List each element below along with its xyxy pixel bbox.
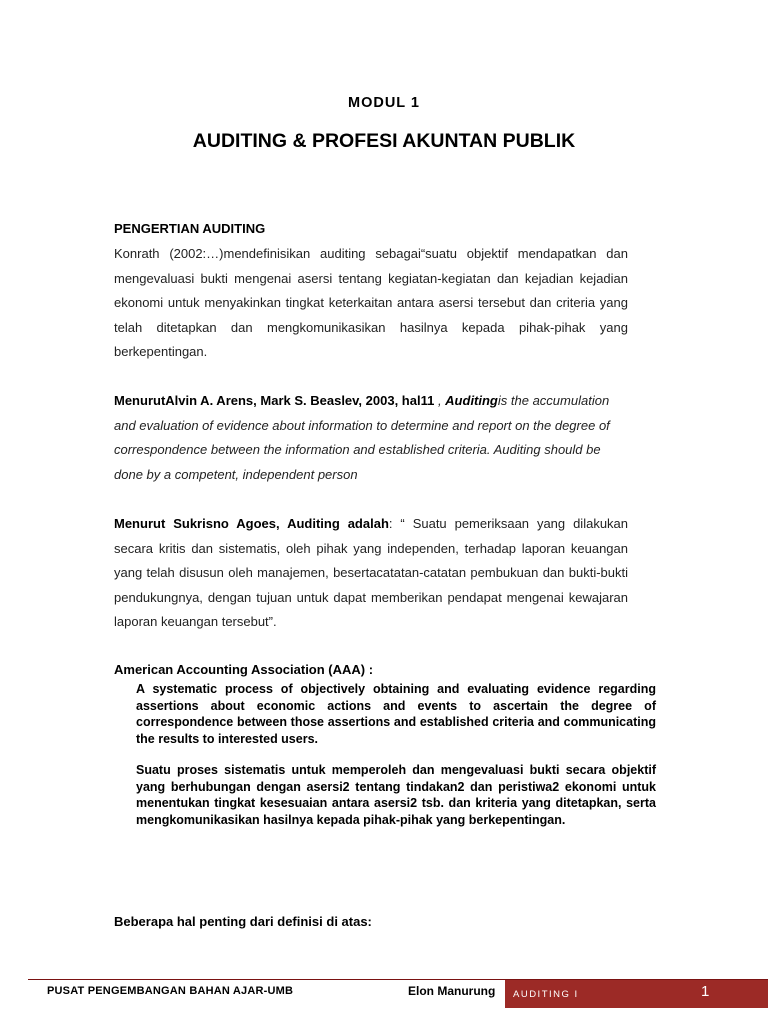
footer-course-label: AUDITING I (513, 989, 579, 1000)
sukrisno-definition: : “ Suatu pemeriksaan yang dilakukan secara kritis dan sistematis, oleh pihak yang independen, terhadap laporan keuangan yang telah disusun oleh manajemen, besertacatatan-catatan pembukuan dan bukti-bukti pendukungnya, dengan tujuan untuk dapat memberikan pendapat mengenai kewajaran laporan keuangan tersebut”. (114, 516, 629, 630)
module-label: MODUL 1 (348, 95, 420, 111)
arens-definition: is the accumulation and evaluation of evidence about information to determine and report on the degree of correspondence between the information and established criteria. Auditing should be done by a competent, independent person (114, 393, 610, 482)
paragraph-arens (114, 389, 628, 487)
arens-term: Auditing (445, 393, 498, 408)
paragraph-sukrisno (114, 512, 628, 635)
page-number: 1 (701, 983, 710, 1000)
footer-course-box (505, 980, 768, 1008)
arens-separator: , (434, 393, 446, 408)
footer-author: Elon Manurung (408, 984, 496, 998)
paragraph-konrath: Konrath (2002:…)mendefinisikan auditing sebagai“suatu objektif mendapatkan dan mengevaluasi bukti mengenai asersi tentang kegiatan-kegiatan dan kejadian kejadian ekonomi untuk menyakinkan tingkat keterkaitan antara asersi tersebut dan criteria yang telah ditetapkan dan mengkomunikasikan hasilnya kepada pihak-pihak yang berkepentingan. (114, 246, 628, 360)
aaa-heading: American Accounting Association (AAA) : (114, 662, 374, 677)
aaa-quote-indonesian: Suatu proses sistematis untuk memperoleh dan mengevaluasi bukti secara objektif yang berhubungan dengan asersi2 tentang tindakan2 dan peristiwa2 ekonomi untuk menentukan tingkat kesesuaian antara asersi2 tsb. dan kriteria yang ditetapkan, serta mengkomunikasikan hasilnya kepada pihak-pihak yang berkepentingan. (136, 763, 656, 827)
page-title: AUDITING & PROFESI AKUNTAN PUBLIK (192, 130, 576, 152)
arens-citation: MenurutAlvin A. Arens, Mark S. Beaslev, 2003, hal11 (114, 393, 435, 408)
aaa-quote-english: A systematic process of objectively obtaining and evaluating evidence regarding assertions about economic actions and events to ascertain the degree of correspondence between those assertions and established criteria and communicating the results to interested users. (136, 682, 656, 746)
beberapa-heading: Beberapa hal penting dari definisi di atas: (114, 914, 372, 929)
section-heading-pengertian: PENGERTIAN AUDITING (114, 221, 266, 236)
sukrisno-citation: Menurut Sukrisno Agoes, Auditing adalah (114, 516, 389, 531)
footer-institution: PUSAT PENGEMBANGAN BAHAN AJAR-UMB (47, 985, 294, 997)
